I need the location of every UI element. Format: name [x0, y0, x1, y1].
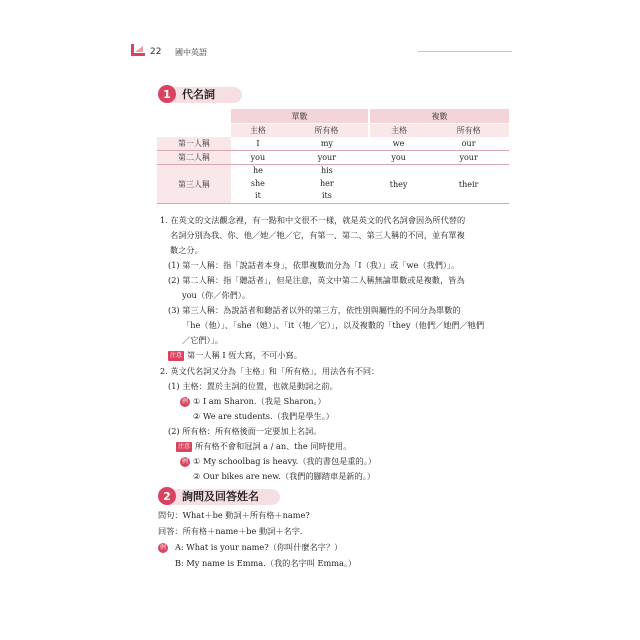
subject-example-1 [180, 395, 326, 407]
item-3-line-1: (3) 第三人稱：為說話者和聽話者以外的第三方，依性別與屬性的不同分為單數的 [168, 305, 461, 315]
table-cell: your [285, 151, 369, 165]
paragraph-1-line-3: 數之分。 [170, 245, 203, 255]
item-3-line-2: 「he（他）」、「she（她）」、「it（牠／它）」，以及複數的「they（他們／她們／牠們 [182, 320, 485, 330]
header-singular-possessive: 所有格 [285, 124, 369, 138]
table-cell: she [250, 178, 265, 188]
table-row [157, 151, 509, 165]
table-cell: we [369, 137, 428, 151]
header-singular-subject: 主格 [231, 124, 285, 138]
item-2-line-1: (2) 第二人稱：指「聽話者」，但是注意，英文中第二人稱無論單數或是複數，皆為 [168, 275, 465, 285]
table-cell: he [252, 166, 263, 176]
pronoun-table [157, 109, 509, 204]
table-cell: they [369, 165, 428, 204]
page-corner-logo-icon [131, 44, 145, 56]
example-badge: 例 [181, 458, 188, 465]
table-cell: your [428, 151, 509, 165]
table-row [157, 137, 509, 151]
possessive-example-1 [180, 455, 376, 467]
section-1-title: 代名詞 [182, 88, 215, 101]
table-cell: it [255, 191, 261, 201]
table-cell: I [231, 137, 285, 151]
question-pattern: 問句：What＋be 動詞＋所有格＋name? [158, 510, 310, 520]
example-text: ① My schoolbag is heavy.（我的書包是重的。） [193, 456, 377, 466]
header-divider [418, 51, 512, 52]
table-cell: our [428, 137, 509, 151]
table-cell: their [428, 165, 509, 204]
book-title: 國中英語 [175, 48, 207, 57]
example-text: ① I am Sharon.（我是 Sharon。） [193, 396, 326, 406]
header-singular: 單數 [231, 109, 369, 124]
note-2-text: 所有格不會和冠詞 a / an、the 同時使用。 [195, 441, 352, 451]
table-row [157, 165, 509, 204]
subject-example-2: ② We are students.（我們是學生。） [193, 411, 334, 421]
item-1: (1) 第一人稱：指「說話者本身」，依單複數而分為「I（我）」或「we（我們）」。 [168, 260, 460, 270]
table-cell: you [369, 151, 428, 165]
note-badge: 注意 [178, 443, 191, 450]
header-plural: 複數 [369, 109, 509, 124]
dialogue-line-a [158, 541, 342, 553]
paragraph-1-line-2: 名詞分別為我、你、他／她／牠／它，有第一、第二、第三人稱的不同，並有單複 [170, 230, 465, 240]
subject-case-rule: (1) 主格：置於主詞的位置，也就是動詞之前。 [168, 381, 338, 391]
dialogue-line-b: B: My name is Emma.（我的名字叫 Emma。） [175, 558, 357, 568]
row-label: 第一人稱 [157, 137, 231, 151]
section-1-number: 1 [158, 85, 176, 103]
header-plural-possessive: 所有格 [428, 124, 509, 138]
dialogue-a-text: A: What is your name?（你叫什麼名字？） [175, 542, 343, 552]
row-label: 第二人稱 [157, 151, 231, 165]
possessive-rule: (2) 所有格：所有格後面一定要加上名詞。 [168, 426, 322, 436]
table-cell: you [231, 151, 285, 165]
row-label: 第三人稱 [157, 165, 231, 204]
page-number: 22 [150, 47, 162, 57]
note-1 [168, 349, 302, 361]
table-cell: her [320, 178, 334, 188]
section-1-heading [158, 85, 215, 103]
item-2-line-2: you（你／你們）。 [182, 290, 251, 300]
section-2-title: 詢問及回答姓名 [182, 490, 259, 503]
paragraph-1-line-1: 1. 在英文的文法觀念裡，有一點和中文很不一樣，就是英文的代名詞會因為所代替的 [160, 215, 466, 225]
answer-pattern: 回答：所有格＋name＋be 動詞＋名字. [158, 526, 303, 536]
note-2 [176, 440, 351, 452]
item-3-line-3: ／它們）」。 [182, 335, 223, 345]
section-2-number: 2 [158, 487, 176, 505]
example-badge: 例 [159, 544, 166, 551]
note-1-text: 第一人稱 I 恆大寫，不可小寫。 [187, 350, 302, 360]
table-cell: his [320, 166, 333, 176]
possessive-example-2: ② Our bikes are new.（我們的腳踏車是新的。） [193, 471, 376, 481]
table-cell: my [285, 137, 369, 151]
section-2-heading [158, 487, 259, 505]
table-cell: its [321, 191, 332, 201]
example-badge: 例 [181, 398, 188, 405]
header-plural-subject: 主格 [369, 124, 428, 138]
note-badge: 注意 [170, 352, 183, 359]
paragraph-2: 2. 英文代名詞又分為「主格」和「所有格」，用法各有不同： [160, 366, 380, 376]
